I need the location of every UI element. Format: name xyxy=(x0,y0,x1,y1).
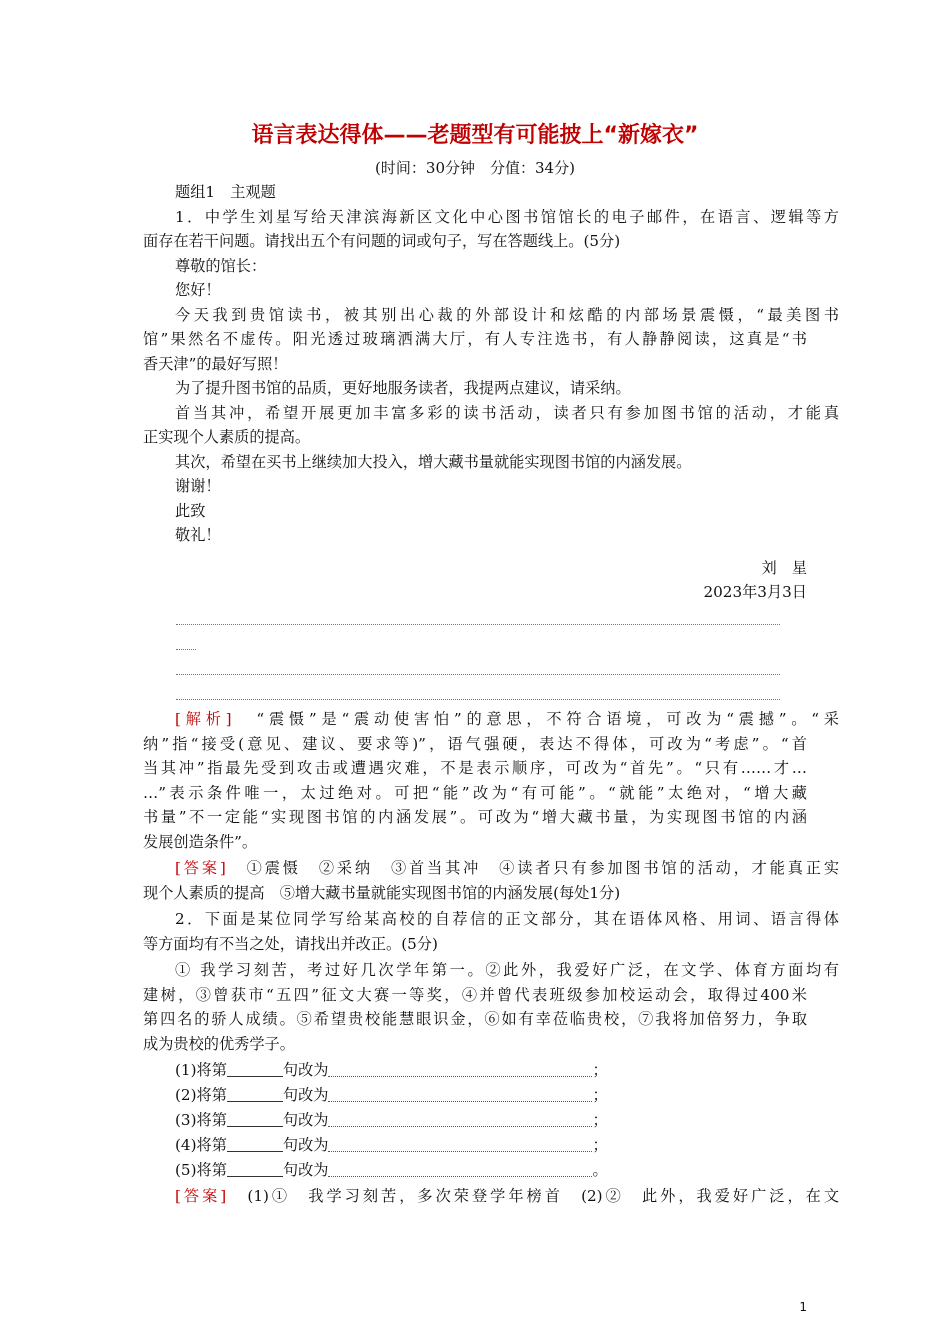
q1-analysis-line: 书量”不一定能“实现图书馆的内涵发展”。可改为“增大藏书量，为实现图书馆的内涵 xyxy=(143,808,807,826)
fill-mid: 句改为 xyxy=(282,1111,329,1129)
q1-answer-line: 现个人素质的提高 ⑤增大藏书量就能实现图书馆的内涵发展(每处1分) xyxy=(143,884,621,902)
q1-analysis-line: …”表示条件唯一，太过绝对。可把“能”改为“有可能”。“就能”太绝对，“增大藏 xyxy=(143,784,807,802)
letter-closing: 敬礼！ xyxy=(175,526,221,544)
answer-text: (1)① 我学习刻苦，多次荣登学年榜首 (2)② 此外，我爱好广泛，在文 xyxy=(247,1187,840,1205)
fill-blank[interactable] xyxy=(328,1062,592,1077)
answer-line[interactable] xyxy=(176,649,196,650)
q1-stem-line: 1．中学生刘星写给天津滨海新区文化中心图书馆馆长的电子邮件，在语言、逻辑等方 xyxy=(175,208,839,226)
fill-blank[interactable] xyxy=(227,1062,283,1077)
analysis-text: “震慑”是“震动使害怕”的意思，不符合语境，可改为“震撼”。“采 xyxy=(256,710,839,728)
q2-stem-line: 等方面均有不当之处，请找出并改正。(5分) xyxy=(143,935,438,953)
analysis-label: [解析] xyxy=(175,710,232,728)
fill-item xyxy=(143,1108,839,1133)
fill-end: ； xyxy=(592,1111,608,1129)
letter-closing: 此致 xyxy=(175,502,206,520)
fill-blank[interactable] xyxy=(227,1137,283,1152)
fill-end: 。 xyxy=(592,1161,608,1179)
q1-analysis-line xyxy=(143,707,839,732)
fill-end: ； xyxy=(592,1086,608,1104)
fill-item xyxy=(143,1083,839,1108)
q2-passage-line: 成为贵校的优秀学子。 xyxy=(143,1035,295,1053)
fill-prefix: (5)将第 xyxy=(175,1161,227,1179)
letter-salutation: 尊敬的馆长： xyxy=(175,257,267,275)
fill-blank[interactable] xyxy=(328,1137,592,1152)
answer-label: [答案] xyxy=(175,859,226,877)
letter-closing: 谢谢！ xyxy=(175,477,221,495)
answer-line[interactable] xyxy=(176,624,780,625)
page-title: 语言表达得体——老题型有可能披上“新嫁衣” xyxy=(251,123,699,148)
fill-blank[interactable] xyxy=(328,1087,592,1102)
page-number: 1 xyxy=(799,1300,807,1314)
q2-passage-line: 第四名的骄人成绩。⑤希望贵校能慧眼识金，⑥如有幸莅临贵校，⑦我将加倍努力，争取 xyxy=(143,1010,807,1028)
letter-line: 正实现个人素质的提高。 xyxy=(143,428,311,446)
fill-end: ； xyxy=(592,1136,608,1154)
q1-analysis-line: 发展创造条件”。 xyxy=(143,833,258,851)
fill-mid: 句改为 xyxy=(282,1086,329,1104)
q1-analysis-line: 纳”指“接受(意见、建议、要求等)”，语气强硬，表达不得体，可改为“考虑”。“首 xyxy=(143,735,807,753)
fill-item xyxy=(143,1058,839,1083)
letter-line: 为了提升图书馆的品质，更好地服务读者，我提两点建议，请采纳。 xyxy=(175,379,631,397)
fill-mid: 句改为 xyxy=(282,1161,329,1179)
fill-item xyxy=(143,1158,839,1183)
answer-line[interactable] xyxy=(176,699,780,700)
q1-analysis-line: 当其冲”指最先受到攻击或遭遇灾难，不是表示顺序，可改为“首先”。“只有……才… xyxy=(143,759,807,777)
fill-mid: 句改为 xyxy=(282,1136,329,1154)
fill-blank[interactable] xyxy=(227,1112,283,1127)
q2-passage-line: 建树，③曾获市“五四”征文大赛一等奖，④并曾代表班级参加校运动会，取得过400米 xyxy=(143,986,807,1004)
letter-signature: 刘 星 xyxy=(761,559,807,577)
letter-greeting: 您好！ xyxy=(175,281,221,299)
fill-item xyxy=(143,1133,839,1158)
fill-prefix: (3)将第 xyxy=(175,1111,227,1129)
q2-passage-line: ① 我学习刻苦，考过好几次学年第一。②此外，我爱好广泛，在文学、体育方面均有 xyxy=(175,961,839,979)
answer-label: [答案] xyxy=(175,1187,227,1205)
fill-prefix: (4)将第 xyxy=(175,1136,227,1154)
fill-blank[interactable] xyxy=(328,1112,592,1127)
fill-end: ； xyxy=(592,1061,608,1079)
q2-answer-line xyxy=(143,1184,839,1209)
letter-line: 香天津”的最好写照！ xyxy=(143,355,288,373)
group-heading: 题组1 主观题 xyxy=(175,183,276,201)
fill-prefix: (2)将第 xyxy=(175,1086,227,1104)
letter-line: 馆”果然名不虚传。阳光透过玻璃洒满大厅，有人专注选书，有人静静阅读，这真是“书 xyxy=(143,330,807,348)
letter-line: 今天我到贵馆读书，被其别出心裁的外部设计和炫酷的内部场景震慑，“最美图书 xyxy=(175,306,839,324)
letter-date: 2023年3月3日 xyxy=(703,583,807,601)
letter-line: 其次，希望在买书上继续加大投入，增大藏书量就能实现图书馆的内涵发展。 xyxy=(175,453,692,471)
fill-blank[interactable] xyxy=(227,1087,283,1102)
fill-blank[interactable] xyxy=(227,1162,283,1177)
fill-prefix: (1)将第 xyxy=(175,1061,227,1079)
answer-line[interactable] xyxy=(176,674,780,675)
q2-stem-line: 2．下面是某位同学写给某高校的自荐信的正文部分，其在语体风格、用词、语言得体 xyxy=(175,910,839,928)
fill-mid: 句改为 xyxy=(282,1061,329,1079)
fill-blank[interactable] xyxy=(328,1162,592,1177)
letter-line: 首当其冲，希望开展更加丰富多彩的读书活动，读者只有参加图书馆的活动，才能真 xyxy=(175,404,839,422)
q1-stem-line: 面存在若干问题。请找出五个有问题的词或句子，写在答题线上。(5分) xyxy=(143,232,621,250)
time-score-info: (时间：30分钟 分值：34分) xyxy=(375,159,575,177)
answer-text: ①震慑 ②采纳 ③首当其冲 ④读者只有参加图书馆的活动，才能真正实 xyxy=(246,859,840,877)
q1-answer-line xyxy=(143,856,839,881)
